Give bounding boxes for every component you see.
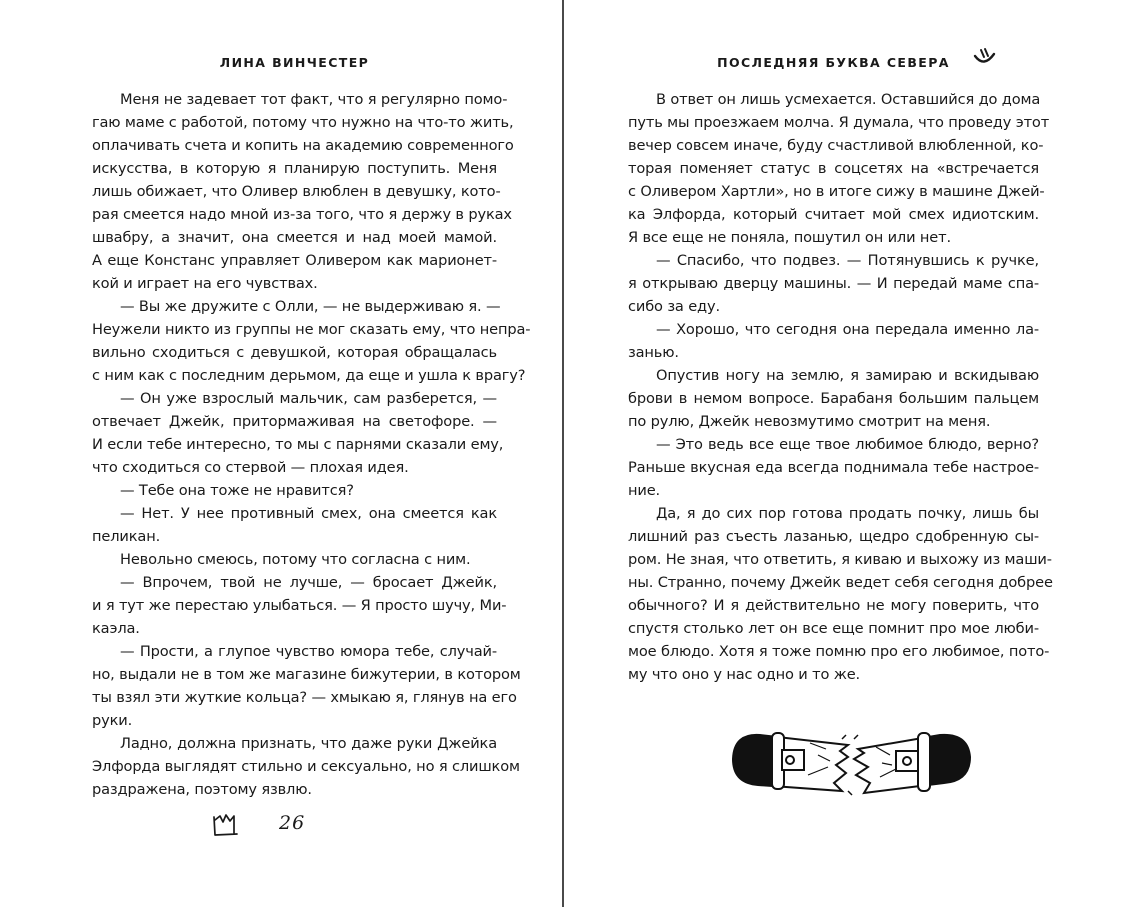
text-line: руки. — [92, 712, 133, 729]
text-line: мое блюдо. Хотя я тоже помню про его любимое, пото- — [628, 643, 1050, 660]
text-line: и я тут же перестаю улыбаться. — Я просто шучу, Ми- — [92, 597, 507, 614]
text-line: кой и играет на его чувствах. — [92, 275, 318, 292]
text-line: — Хорошо, что сегодня она передала именно ла- — [656, 321, 1039, 338]
text-line: по рулю, Джейк невозмутимо смотрит на меня. — [628, 413, 991, 430]
text-line: Ладно, должна признать, что даже руки Джейка — [120, 735, 497, 752]
text-line: — Он уже взрослый мальчик, сам разберется, — — [120, 390, 497, 407]
body-text — [628, 88, 1053, 686]
text-line: вечер совсем иначе, буду счастливой влюбленной, ко- — [628, 137, 1044, 154]
text-line: занью. — [628, 344, 679, 361]
text-line: Да, я до сих пор готова продать почку, лишь бы — [656, 505, 1039, 522]
text-line: Я все еще не поняла, пошутил он или нет. — [628, 229, 951, 246]
text-line: — Прости, а глупое чувство юмора тебе, случай- — [120, 643, 497, 660]
text-line: лишь обижает, что Оливер влюблен в девушку, кото- — [92, 183, 501, 200]
text-line: ты взял эти жуткие кольца? — хмыкаю я, глянув на его — [92, 689, 517, 706]
text-line: ка Элфорда, который считает мой смех идиотским. — [628, 206, 1039, 223]
text-line: швабру, а значит, она смеется и над моей мамой. — [92, 229, 497, 246]
text-line: рая смеется надо мной из-за того, что я держу в руках — [92, 206, 512, 223]
smile-icon — [972, 44, 1000, 72]
text-line: — Нет. У нее противный смех, она смеется как — [120, 505, 497, 522]
text-line: что сходиться со стервой — плохая идея. — [92, 459, 409, 476]
text-line: Меня не задевает тот факт, что я регулярно помо- — [120, 91, 508, 108]
text-line: И если тебе интересно, то мы с парнями сказали ему, — [92, 436, 504, 453]
text-line: но, выдали не в том же магазине бижутерии, в котором — [92, 666, 521, 683]
text-line: ние. — [628, 482, 661, 499]
text-line: — Впрочем, твой не лучше, — бросает Джейк, — [120, 574, 497, 591]
text-line: путь мы проезжаем молча. Я думала, что проведу этот — [628, 114, 1050, 131]
text-line: ром. Не зная, что ответить, я киваю и выхожу из маши- — [628, 551, 1052, 568]
running-header-author: ЛИНА ВИНЧЕСТЕР — [219, 55, 370, 70]
running-header-title: ПОСЛЕДНЯЯ БУКВА СЕВЕРА — [717, 55, 950, 70]
body-text — [92, 88, 531, 801]
crown-icon — [210, 813, 240, 839]
text-line: торая поменяет статус в соцсетях на «встречается — [628, 160, 1039, 177]
text-line: искусства, в которую я планирую поступить. Меня — [92, 160, 497, 177]
text-line: — Тебе она тоже не нравится? — [120, 482, 354, 499]
text-line: — Вы же дружите с Олли, — не выдерживаю я. — — [120, 298, 501, 315]
text-line: ны. Странно, почему Джейк ведет себя сегодня добрее — [628, 574, 1053, 591]
text-line: Неужели никто из группы не мог сказать ему, что непра- — [92, 321, 531, 338]
text-line: пеликан. — [92, 528, 161, 545]
left-page — [0, 0, 562, 907]
text-line: сибо за еду. — [628, 298, 720, 315]
text-line: обычного? И я действительно не могу поверить, что — [628, 597, 1039, 614]
text-line: лишний раз съесть лазанью, щедро сдобренную сы- — [628, 528, 1039, 545]
page-gutter-divider — [562, 0, 564, 907]
page-number: 26 — [279, 812, 306, 834]
text-line: — Спасибо, что подвез. — Потянувшись к ручке, — [656, 252, 1039, 269]
text-line: В ответ он лишь усмехается. Оставшийся до дома — [656, 91, 1041, 108]
text-line: Невольно смеюсь, потому что согласна с ним. — [120, 551, 471, 568]
text-line: каэла. — [92, 620, 140, 637]
right-page — [565, 0, 1127, 907]
text-line: му что оно у нас одно и то же. — [628, 666, 861, 683]
text-line: Опустив ногу на землю, я замираю и вскидываю — [656, 367, 1039, 384]
text-line: отвечает Джейк, притормаживая на светофоре. — — [92, 413, 497, 430]
text-line: с ним как с последним дерьмом, да еще и ушла к врагу? — [92, 367, 526, 384]
text-line: Раньше вкусная еда всегда поднимала тебе настрое- — [628, 459, 1039, 476]
broken-skateboard-icon — [730, 725, 975, 797]
text-line: оплачивать счета и копить на академию современного — [92, 137, 514, 154]
text-line: — Это ведь все еще твое любимое блюдо, верно? — [656, 436, 1039, 453]
text-line: раздражена, поэтому язвлю. — [92, 781, 312, 798]
text-line: А еще Констанс управляет Оливером как марионет- — [92, 252, 497, 269]
text-line: вильно сходиться с девушкой, которая обращалась — [92, 344, 497, 361]
text-line: я открываю дверцу машины. — И передай маме спа- — [628, 275, 1039, 292]
text-line: с Оливером Хартли», но в итоге сижу в машине Джей- — [628, 183, 1045, 200]
text-line: Элфорда выглядят стильно и сексуально, но я слишком — [92, 758, 520, 775]
text-line: гаю маме с работой, потому что нужно на что-то жить, — [92, 114, 514, 131]
text-line: брови в немом вопросе. Барабаня большим пальцем — [628, 390, 1039, 407]
text-line: спустя столько лет он все еще помнит про мое люби- — [628, 620, 1039, 637]
